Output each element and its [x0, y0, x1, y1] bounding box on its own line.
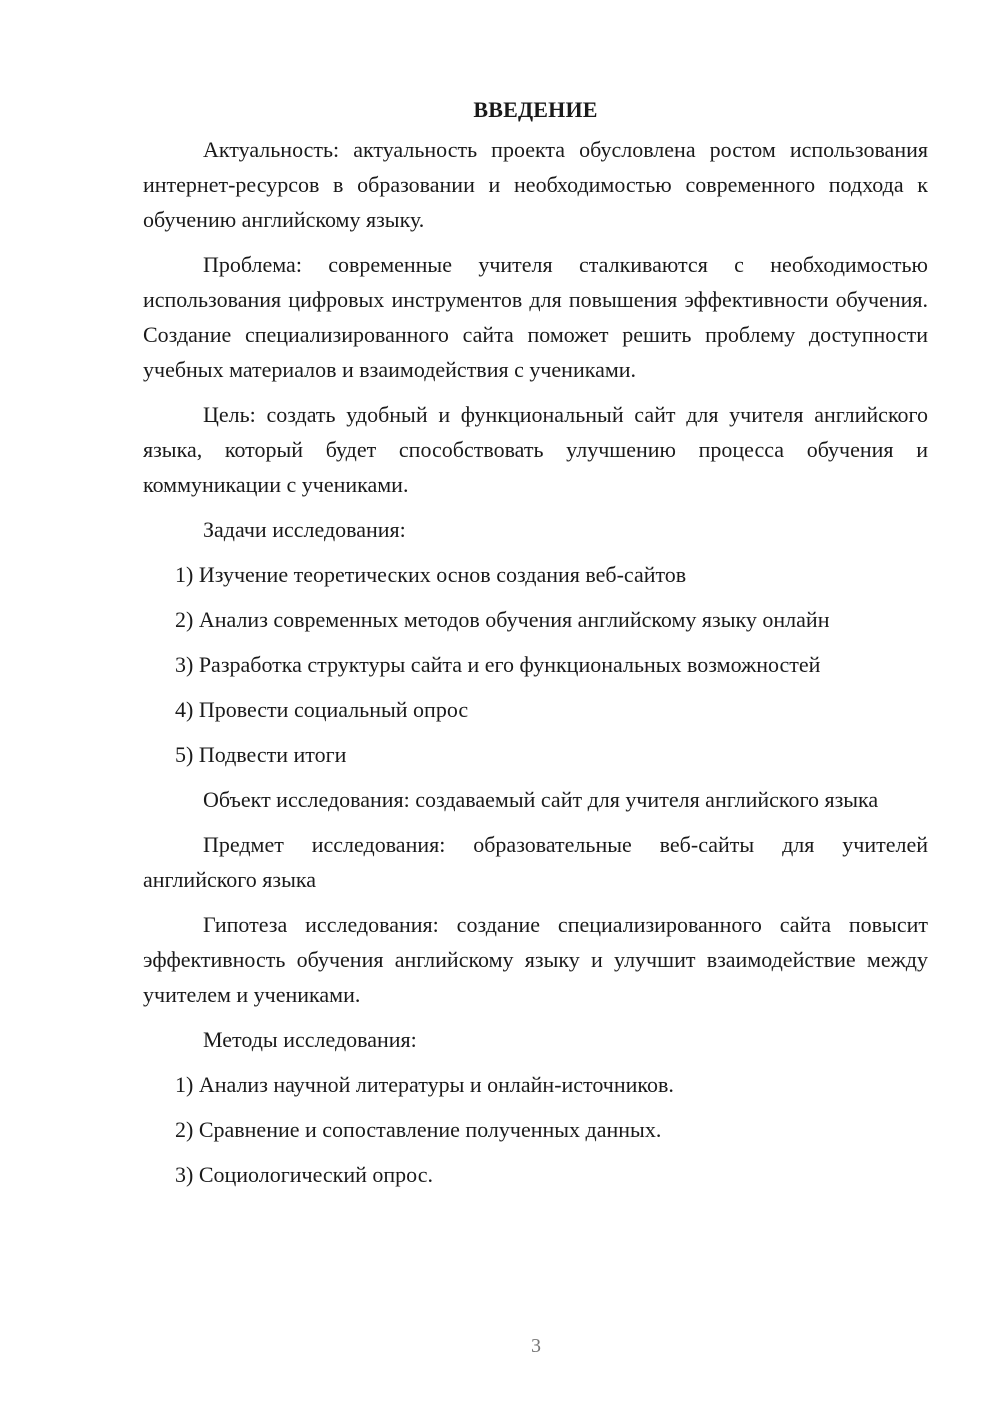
methods-list: [143, 1067, 928, 1192]
task-item: 3) Разработка структуры сайта и его функциональных возможностей: [175, 652, 821, 677]
method-item: 3) Социологический опрос.: [175, 1162, 433, 1187]
task-item: 5) Подвести итоги: [175, 742, 347, 767]
tasks-heading: Задачи исследования:: [203, 517, 406, 542]
task-item: 4) Провести социальный опрос: [175, 697, 469, 722]
relevance-paragraph: Актуальность: актуальность проекта обусловлена ростом использования интернет-ресурсов в образовании и необходимостью современного подхода к обучению английскому языку.: [143, 137, 928, 232]
problem-paragraph: Проблема: современные учителя сталкиваются с необходимостью использования цифровых инструментов для повышения эффективности обучения. Создание специализированного сайта поможет решить проблему доступности учебных материалов и взаимодействия с учениками.: [143, 252, 928, 382]
methods-heading: Методы исследования:: [203, 1027, 417, 1052]
method-item: 1) Анализ научной литературы и онлайн-источников.: [175, 1072, 674, 1097]
goal-paragraph: Цель: создать удобный и функциональный сайт для учителя английского языка, который будет способствовать улучшению процесса обучения и коммуникации с учениками.: [143, 402, 928, 497]
subject-paragraph: Предмет исследования: образовательные веб-сайты для учителей английского языка: [143, 832, 928, 892]
page-content: [143, 92, 928, 1202]
object-paragraph: Объект исследования: создаваемый сайт для учителя английского языка: [203, 787, 879, 812]
hypothesis-paragraph: Гипотеза исследования: создание специализированного сайта повысит эффективность обучения английскому языку и улучшит взаимодействие между учителем и учениками.: [143, 912, 928, 1007]
page-number: 3: [531, 1335, 541, 1357]
method-item: 2) Сравнение и сопоставление полученных данных.: [175, 1117, 662, 1142]
section-heading: ВВЕДЕНИЕ: [473, 97, 598, 122]
task-item: 2) Анализ современных методов обучения английскому языку онлайн: [175, 607, 830, 632]
tasks-list: [143, 557, 928, 772]
task-item: 1) Изучение теоретических основ создания веб-сайтов: [175, 562, 687, 587]
